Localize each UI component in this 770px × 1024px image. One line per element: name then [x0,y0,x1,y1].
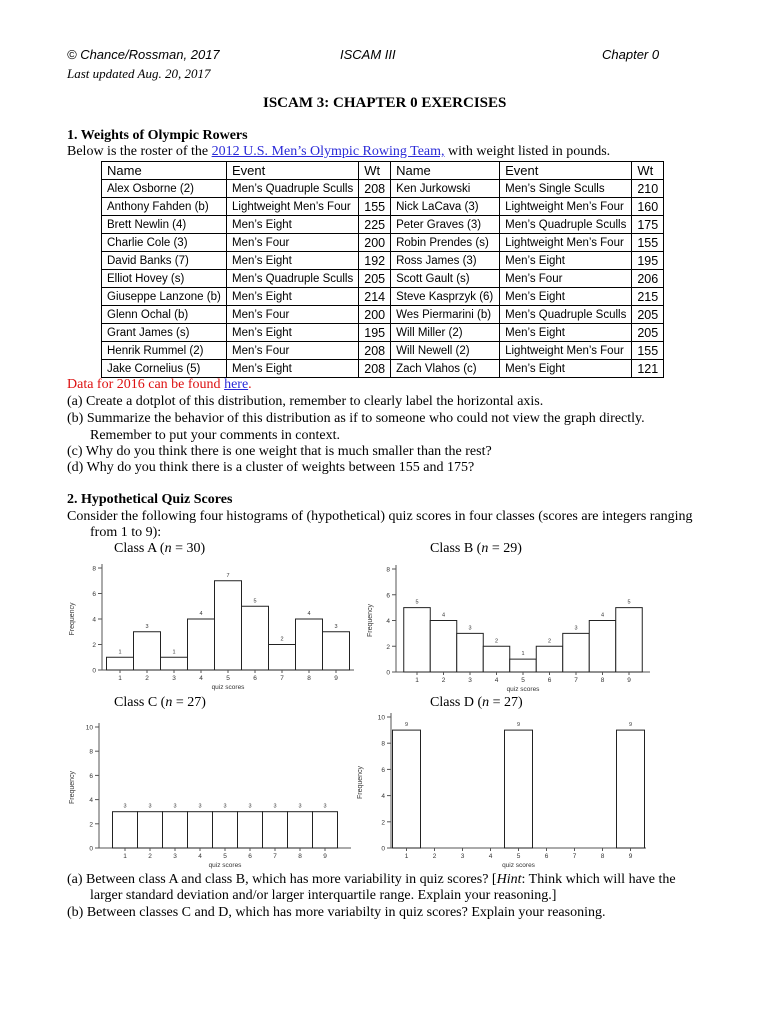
x-tick-label: 7 [280,675,284,682]
cell-wt: 195 [359,324,391,342]
x-tick-label: 9 [334,675,338,682]
x-tick-label: 9 [627,677,631,684]
cell-wt: 225 [359,216,391,234]
cell-wt: 208 [359,342,391,360]
x-tick-label: 6 [544,853,549,860]
y-tick-label: 6 [381,766,385,774]
cell-wt-2: 175 [632,216,664,234]
y-axis-label: Frequency [69,602,76,636]
x-tick-label: 8 [600,853,605,860]
cell-event: Men’s Eight [227,216,359,234]
bar-value-label: 3 [148,803,152,810]
cell-wt: 208 [359,360,391,378]
cell-wt-2: 205 [632,306,664,324]
x-axis-label: quiz scores [506,686,540,693]
question-2a-hint: Hint [496,872,522,887]
caption-c-n: n [165,695,173,710]
x-tick-label: 4 [198,853,202,860]
cell-name-2: Will Miller (2) [391,324,500,342]
cell-event: Men’s Four [227,306,359,324]
histogram-bar [269,645,296,671]
bar-value-label: 7 [226,572,230,579]
x-tick-label: 6 [547,677,552,684]
page-title: ISCAM 3: CHAPTER 0 EXERCISES [263,95,507,111]
question-2a [67,872,676,888]
question-2b: (b) Between classes C and D, which has more variabilty in quiz scores? Explain your reasoning. [67,905,606,920]
y-tick-label: 4 [386,618,390,625]
caption-class-a [114,541,205,557]
cell-name-2: Zach Vlahos (c) [391,360,500,378]
table-row [102,270,664,288]
x-tick-label: 3 [460,853,465,860]
caption-b-n: n [481,541,489,556]
bar-value-label: 9 [404,722,409,729]
cell-event: Men’s Four [227,234,359,252]
x-tick-label: 8 [307,675,311,682]
histogram-bar [313,812,338,848]
x-tick-label: 6 [248,853,252,860]
cell-name: Giuseppe Lanzone (b) [102,288,227,306]
bar-value-label: 3 [323,803,327,810]
bar-value-label: 5 [415,599,419,606]
cell-name: David Banks (7) [102,252,227,270]
x-tick-label: 3 [172,675,176,682]
bar-value-label: 3 [145,623,149,630]
y-tick-label: 0 [381,845,385,853]
x-tick-label: 7 [572,853,577,860]
x-tick-label: 4 [494,677,499,684]
cell-name: Henrik Rummel (2) [102,342,227,360]
question-1d: (d) Why do you think there is a cluster of weights between 155 and 175? [67,460,475,475]
histogram-bar [393,730,421,848]
cell-event: Men’s Quadruple Sculls [227,180,359,198]
cell-event: Men’s Four [227,342,359,360]
histogram-bar [536,646,563,672]
cell-wt: 155 [359,198,391,216]
cell-wt: 208 [359,180,391,198]
bar-value-label: 1 [521,651,525,658]
x-tick-label: 2 [432,853,437,860]
y-tick-label: 6 [89,772,93,780]
section1-intro [67,144,610,160]
caption-a-suffix: = 30) [171,541,206,556]
caption-b-suffix: = 29) [488,541,522,556]
cell-name: Elliot Hovey (s) [102,270,227,288]
cell-event: Men’s Eight [227,360,359,378]
y-tick-label: 8 [92,565,96,573]
caption-d-prefix: Class D ( [430,695,483,710]
bar-value-label: 3 [273,803,277,810]
cell-name: Glenn Ochal (b) [102,306,227,324]
x-tick-label: 5 [226,675,230,682]
histogram-bar [163,812,188,848]
x-tick-label: 7 [273,853,277,860]
cell-wt-2: 206 [632,270,664,288]
cell-name-2: Peter Graves (3) [391,216,500,234]
caption-class-c [114,695,206,711]
histogram-class-a [66,563,356,693]
question-1a: (a) Create a dotplot of this distribution, remember to clearly label the horizontal axis. [67,394,544,409]
y-tick-label: 8 [89,748,93,756]
cell-wt: 200 [359,234,391,252]
bar-value-label: 3 [248,803,252,810]
table-row [102,288,664,306]
y-tick-label: 4 [89,797,93,805]
header-copyright [67,47,220,63]
cell-event-2: Lightweight Men’s Four [500,342,632,360]
y-tick-label: 0 [92,667,96,675]
cell-event-2: Men’s Eight [500,252,632,270]
cell-event-2: Lightweight Men’s Four [500,198,632,216]
section1-heading: 1. Weights of Olympic Rowers [67,128,248,143]
histogram-bar [404,608,431,672]
histogram-bar [430,621,457,673]
x-tick-label: 9 [323,853,327,860]
bar-value-label: 3 [334,623,338,630]
y-tick-label: 2 [381,819,385,827]
caption-c-suffix: = 27) [172,695,206,710]
cell-name-2: Wes Piermarini (b) [391,306,500,324]
histogram-bar [238,812,263,848]
histogram-bar [188,619,215,670]
histogram-bar [510,659,537,672]
x-tick-label: 2 [441,677,446,684]
bar-value-label: 3 [173,803,177,810]
cell-event: Lightweight Men’s Four [227,198,359,216]
x-tick-label: 1 [415,677,419,684]
cell-wt: 205 [359,270,391,288]
y-axis-label: Frequency [367,603,374,638]
y-tick-label: 8 [386,566,390,574]
histogram-class-d [354,710,654,870]
table-row [102,234,664,252]
caption-class-b [430,541,522,557]
cell-name: Alex Osborne (2) [102,180,227,198]
table-row [102,180,664,198]
x-axis-label: quiz scores [502,862,535,869]
x-tick-label: 3 [173,853,177,860]
histogram-bar [563,633,590,672]
cell-wt-2: 121 [632,360,664,378]
data-2016-end: . [248,377,252,392]
y-tick-label: 2 [89,821,93,829]
histogram-bar [215,581,242,670]
cell-name: Jake Cornelius (5) [102,360,227,378]
cell-event-2: Men’s Quadruple Sculls [500,306,632,324]
question-1b: (b) Summarize the behavior of this distribution as if to someone who could not view the graph directly. [67,411,645,426]
cell-name-2: Steve Kasprzyk (6) [391,288,500,306]
x-tick-label: 5 [516,853,521,860]
histogram-bar [483,646,510,672]
col-wt: Wt [359,162,391,180]
cell-event-2: Men’s Four [500,270,632,288]
table-row [102,306,664,324]
histogram-bar [617,730,645,848]
bar-value-label: 4 [600,612,605,619]
cell-name: Brett Newlin (4) [102,216,227,234]
bar-value-label: 2 [280,636,284,643]
section2-intro: Consider the following four histograms of (hypothetical) quiz scores in four classes (scores are integers ranging [67,509,693,524]
histogram-bar [505,730,533,848]
data-2016-line [67,377,252,393]
histogram-bar [296,619,323,670]
question-2a-text-end: : Think which will have the [521,872,676,887]
bar-value-label: 1 [118,649,122,656]
bar-value-label: 4 [307,611,311,617]
x-tick-label: 3 [468,677,472,684]
bar-value-label: 2 [547,638,552,645]
bar-value-label: 5 [627,599,631,606]
question-2a-cont: larger standard deviation and/or larger interquartile range. Explain your reasoning.] [90,888,557,903]
cell-wt: 200 [359,306,391,324]
bar-value-label: 3 [198,803,202,810]
caption-d-n: n [482,695,490,710]
cell-event-2: Men’s Eight [500,324,632,342]
section2-intro-cont: from 1 to 9): [90,525,162,540]
cell-wt-2: 195 [632,252,664,270]
bar-value-label: 3 [574,625,578,632]
cell-event: Men’s Eight [227,288,359,306]
x-tick-label: 2 [148,853,152,860]
y-axis-label: Frequency [357,765,364,800]
cell-wt: 214 [359,288,391,306]
y-axis-label: Frequency [69,770,76,805]
cell-wt: 192 [359,252,391,270]
table-row [102,252,664,270]
y-tick-label: 10 [85,724,93,732]
cell-name-2: Nick LaCava (3) [391,198,500,216]
histogram-bar [457,633,484,672]
x-tick-label: 7 [574,677,578,684]
cell-wt-2: 155 [632,342,664,360]
cell-event-2: Men’s Eight [500,288,632,306]
cell-event: Men’s Quadruple Sculls [227,270,359,288]
bar-value-label: 4 [199,611,203,617]
histogram-bar [263,812,288,848]
table-row [102,324,664,342]
y-tick-label: 6 [92,591,96,598]
histogram-bar [616,608,643,672]
col-event: Event [227,162,359,180]
caption-class-d [430,695,523,711]
y-tick-label: 10 [377,714,385,722]
cell-wt-2: 205 [632,324,664,342]
bar-value-label: 9 [516,722,521,729]
cell-event-2: Men’s Eight [500,360,632,378]
x-tick-label: 6 [253,675,257,682]
histogram-bar [161,657,188,670]
cell-event-2: Lightweight Men’s Four [500,234,632,252]
bar-value-label: 3 [298,803,302,810]
col-wt-2: Wt [632,162,664,180]
col-name-2: Name [391,162,500,180]
last-updated: Last updated Aug. 20, 2017 [67,66,211,81]
intro-text-end: with weight listed in pounds. [444,144,611,159]
cell-event-2: Men’s Single Sculls [500,180,632,198]
roster-table [101,161,664,378]
table-row [102,198,664,216]
bar-value-label: 3 [123,803,127,810]
cell-name: Grant James (s) [102,324,227,342]
x-tick-label: 2 [145,675,149,682]
question-2a-text: (a) Between class A and class B, which has more variability in quiz scores? [ [67,872,497,887]
cell-wt-2: 215 [632,288,664,306]
x-tick-label: 4 [488,853,493,860]
x-tick-label: 1 [123,853,127,860]
cell-name: Anthony Fahden (b) [102,198,227,216]
caption-a-n: n [164,541,172,556]
bar-value-label: 2 [494,638,499,645]
cell-event: Men’s Eight [227,252,359,270]
bar-value-label: 3 [223,803,227,810]
histogram-class-b [364,563,654,693]
cell-event: Men’s Eight [227,324,359,342]
table-row [102,360,664,378]
histogram-bar [134,632,161,670]
x-tick-label: 8 [298,853,302,860]
x-tick-label: 1 [404,853,409,860]
histogram-bar [107,657,134,670]
y-tick-label: 2 [92,642,96,649]
caption-b-prefix: Class B ( [430,541,482,556]
histogram-bar [589,621,616,673]
cell-wt-2: 160 [632,198,664,216]
data-2016-text: Data for 2016 can be found [67,377,225,392]
roster-link[interactable]: 2012 U.S. Men’s Olympic Rowing Team, [211,144,445,159]
header-left: © Chance/Rossman, 2017 [67,47,220,62]
question-1b-cont: Remember to put your comments in context. [90,428,341,443]
x-tick-label: 8 [600,677,605,684]
x-axis-label: quiz scores [211,684,245,691]
caption-a-prefix: Class A ( [114,541,165,556]
caption-d-suffix: = 27) [489,695,523,710]
x-tick-label: 4 [199,675,203,682]
x-tick-label: 5 [521,677,525,684]
cell-name-2: Ken Jurkowski [391,180,500,198]
bar-value-label: 5 [253,598,257,605]
cell-wt-2: 155 [632,234,664,252]
col-event-2: Event [500,162,632,180]
y-tick-label: 4 [381,793,385,801]
bar-value-label: 1 [172,649,176,656]
cell-name-2: Scott Gault (s) [391,270,500,288]
x-tick-label: 9 [628,853,633,860]
histogram-bar [242,606,269,670]
cell-name-2: Will Newell (2) [391,342,500,360]
data-2016-link[interactable]: here [224,377,249,392]
table-row [102,216,664,234]
table-header-row [102,162,664,180]
y-tick-label: 0 [386,669,390,677]
cell-event-2: Men’s Quadruple Sculls [500,216,632,234]
cell-wt-2: 210 [632,180,664,198]
x-axis-label: quiz scores [208,862,242,869]
header-chapter: Chapter 0 [602,47,660,62]
question-1c: (c) Why do you think there is one weight that is much smaller than the rest? [67,444,492,459]
intro-text: Below is the roster of the [67,144,212,159]
cell-name: Charlie Cole (3) [102,234,227,252]
y-tick-label: 4 [92,616,96,624]
header-course: ISCAM III [340,47,396,62]
table-row [102,342,664,360]
section2-heading: 2. Hypothetical Quiz Scores [67,492,233,507]
histogram-bar [138,812,163,848]
cell-name-2: Robin Prendes (s) [391,234,500,252]
bar-value-label: 3 [468,625,472,632]
x-tick-label: 5 [223,853,227,860]
y-tick-label: 0 [89,845,93,853]
col-name: Name [102,162,227,180]
histogram-bar [188,812,213,848]
histogram-bar [213,812,238,848]
cell-name-2: Ross James (3) [391,252,500,270]
caption-c-prefix: Class C ( [114,695,166,710]
histogram-class-c [66,716,356,870]
y-tick-label: 8 [381,740,385,748]
bar-value-label: 4 [441,612,446,619]
histogram-bar [288,812,313,848]
x-tick-label: 1 [118,675,122,682]
y-tick-label: 2 [386,643,390,651]
bar-value-label: 9 [628,722,633,729]
y-tick-label: 6 [386,592,390,600]
histogram-bar [323,632,350,670]
histogram-bar [113,812,138,848]
